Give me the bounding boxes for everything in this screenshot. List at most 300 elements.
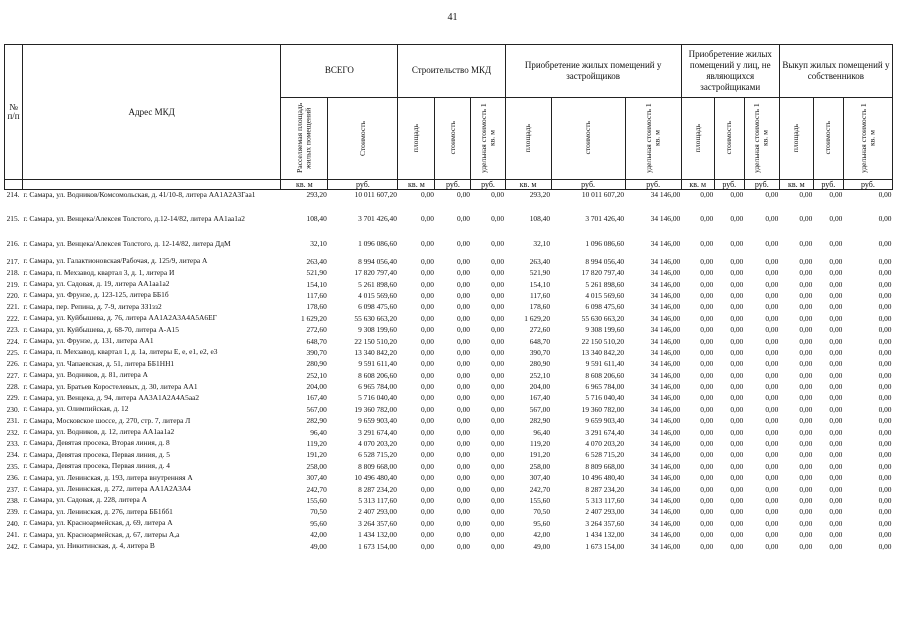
developers-cost-cell: 3 701 426,40 [585,214,625,224]
developers-area-cell: 242,70 [529,484,551,494]
table-row [5,290,893,301]
construction-cost-cell: 0,00 [457,484,470,494]
construction-unit-cell: 0,00 [491,336,505,346]
developers-area-cell: 49,00 [533,541,551,551]
developers-cost-cell: 8 287 234,20 [585,484,625,494]
nondev-cost-cell: 0,00 [730,214,744,224]
nondev-unit-cell: 0,00 [765,290,779,300]
construction-unit-cell: 0,00 [491,393,505,403]
nondev-area-cell: 0,00 [700,214,714,224]
construction-cost-cell: 0,00 [457,518,470,528]
row-number: 224. [6,336,20,346]
total-cost-cell: 10 011 607,20 [354,190,397,200]
buyout-cost-cell: 0,00 [829,530,843,540]
nondev-cost-cell: 0,00 [730,473,744,483]
construction-cost-cell: 0,00 [457,302,470,312]
construction-unit-cell: 0,00 [491,382,505,392]
buyout-unit-cell: 0,00 [878,256,892,266]
table-row [5,392,893,403]
nondev-area-cell: 0,00 [700,256,714,266]
nondev-cost-cell: 0,00 [730,239,744,249]
table-row [5,415,893,426]
developers-cost-cell: 6 098 475,60 [585,302,625,312]
construction-unit-cell: 0,00 [491,530,505,540]
buyout-unit-cell: 0,00 [878,530,892,540]
construction-unit-cell: 0,00 [491,450,505,460]
developers-unit-cell: 34 146,00 [650,450,681,460]
nondev-area-cell: 0,00 [700,279,714,289]
unit-label: руб. [813,180,843,190]
address-cell: г. Самара, ул. Садовая, д. 228, литера А [23,495,147,505]
buyout-area-cell: 0,00 [799,507,813,517]
construction-area-cell: 0,00 [421,495,434,505]
total-cost-cell: 17 820 797,40 [354,268,397,278]
developers-area-cell: 293,20 [529,190,551,200]
row-number: 219. [6,279,20,289]
table-row [5,529,893,540]
buyout-unit-cell: 0,00 [878,439,892,449]
address-cell: г. Самара, ул. Красноармейская, д. 69, литера А [23,518,173,528]
nondev-unit-cell: 0,00 [765,279,779,289]
developers-unit-cell: 34 146,00 [650,359,681,369]
buyout-cost-cell: 0,00 [829,336,843,346]
construction-unit-cell: 0,00 [491,439,505,449]
row-number: 237. [6,484,20,494]
table-header [5,45,893,190]
unit-label: руб. [551,180,625,190]
construction-area-cell: 0,00 [421,279,434,289]
developers-cost-cell: 4 070 203,20 [585,439,625,449]
developers-unit-cell: 34 146,00 [650,256,681,266]
table-row [5,370,893,381]
developers-area-cell: 521,90 [529,268,551,278]
address-cell: г. Самара, ул. Братьев Коростелевых, д. 30, литера АА1 [23,381,198,391]
developers-unit-cell: 34 146,00 [650,439,681,449]
developers-area-cell: 42,00 [533,530,551,540]
buyout-cost-cell: 0,00 [829,302,843,312]
developers-area-cell: 280,90 [529,359,551,369]
group-header-buyout: Выкуп жилых помещений у собственников [779,45,892,98]
total-cost-cell: 9 591 611,40 [358,359,397,369]
nondev-unit-cell: 0,00 [765,461,779,471]
construction-unit-cell: 0,00 [491,214,505,224]
row-number: 218. [6,268,20,278]
total-area-cell: 307,40 [306,473,327,483]
nondev-area-cell: 0,00 [700,495,714,505]
buyout-area-cell: 0,00 [799,302,813,312]
buyout-unit-cell: 0,00 [878,325,892,335]
total-area-cell: 191,20 [306,450,327,460]
total-cost-cell: 22 150 510,20 [354,336,397,346]
table-row [5,472,893,483]
nondev-area-cell: 0,00 [700,347,714,357]
buyout-area-cell: 0,00 [799,393,813,403]
buyout-unit-cell: 0,00 [878,370,892,380]
nondev-area-cell: 0,00 [700,484,714,494]
table-row [5,267,893,278]
row-number: 227. [6,370,20,380]
construction-cost-cell: 0,00 [457,416,470,426]
table-row [5,256,893,267]
total-area-cell: 155,60 [306,495,327,505]
construction-cost-cell: 0,00 [457,541,470,551]
nondev-cost-cell: 0,00 [730,495,744,505]
construction-cost-cell: 0,00 [457,382,470,392]
developers-unit-cell: 34 146,00 [650,530,681,540]
developers-cost-cell: 55 630 663,20 [581,313,625,323]
group-header-construction: Строительство МКД [398,45,505,98]
subheader-developers-area: площадь [505,98,551,180]
buyout-cost-cell: 0,00 [829,290,843,300]
nondev-unit-cell: 0,00 [765,541,779,551]
developers-area-cell: 191,20 [529,450,551,460]
developers-cost-cell: 3 264 357,60 [585,518,625,528]
address-cell: г. Самара, Московское шоссе, д. 270, стр. 7, литера Л [23,415,191,425]
developers-unit-cell: 34 146,00 [650,290,681,300]
nondev-unit-cell: 0,00 [765,313,779,323]
buyout-unit-cell: 0,00 [878,393,892,403]
developers-cost-cell: 19 360 782,00 [581,404,625,414]
construction-cost-cell: 0,00 [457,313,470,323]
construction-area-cell: 0,00 [421,290,434,300]
construction-cost-cell: 0,00 [457,347,470,357]
construction-cost-cell: 0,00 [457,530,470,540]
total-area-cell: 648,70 [306,336,327,346]
buyout-unit-cell: 0,00 [878,427,892,437]
developers-unit-cell: 34 146,00 [650,325,681,335]
buyout-unit-cell: 0,00 [878,416,892,426]
address-cell: г. Самара, ул. Фрунзе, д. 131, литера АА1 [23,335,154,345]
buyout-unit-cell: 0,00 [878,302,892,312]
nondev-unit-cell: 0,00 [765,347,779,357]
table-row [5,347,893,358]
address-cell: г. Самара, ул. Фрунзе, д. 123-125, литера ББ1б [23,290,169,300]
construction-area-cell: 0,00 [421,439,434,449]
total-cost-cell: 9 659 903,40 [358,416,397,426]
buyout-cost-cell: 0,00 [829,541,843,551]
buyout-cost-cell: 0,00 [829,427,843,437]
total-cost-cell: 2 407 293,00 [358,507,397,517]
construction-unit-cell: 0,00 [491,473,505,483]
buyout-area-cell: 0,00 [799,290,813,300]
total-area-cell: 242,70 [306,484,327,494]
nondev-unit-cell: 0,00 [765,507,779,517]
nondev-unit-cell: 0,00 [765,370,779,380]
buyout-area-cell: 0,00 [799,404,813,414]
table-row [5,336,893,347]
construction-unit-cell: 0,00 [491,427,505,437]
developers-unit-cell: 34 146,00 [650,190,681,200]
unit-label: руб. [625,180,681,190]
buyout-area-cell: 0,00 [799,473,813,483]
total-cost-cell: 6 098 475,60 [358,302,397,312]
table-row [5,541,893,552]
nondev-unit-cell: 0,00 [765,302,779,312]
nondev-unit-cell: 0,00 [765,190,779,200]
developers-area-cell: 648,70 [529,336,551,346]
developers-cost-cell: 22 150 510,20 [581,336,625,346]
developers-cost-cell: 9 591 611,40 [585,359,625,369]
unit-label: кв. м [281,180,328,190]
buyout-unit-cell: 0,00 [878,336,892,346]
nondev-area-cell: 0,00 [700,416,714,426]
buyout-cost-cell: 0,00 [829,239,843,249]
total-area-cell: 96,40 [310,427,327,437]
nondev-cost-cell: 0,00 [730,530,744,540]
buyout-area-cell: 0,00 [799,416,813,426]
buyout-cost-cell: 0,00 [829,473,843,483]
construction-cost-cell: 0,00 [457,461,470,471]
nondev-area-cell: 0,00 [700,393,714,403]
total-cost-cell: 5 313 117,60 [358,495,397,505]
row-number: 236. [6,473,20,483]
buyout-unit-cell: 0,00 [878,239,892,249]
nondev-area-cell: 0,00 [700,290,714,300]
total-area-cell: 108,40 [306,214,327,224]
nondev-cost-cell: 0,00 [730,427,744,437]
total-cost-cell: 55 630 663,20 [354,313,397,323]
nondev-unit-cell: 0,00 [765,214,779,224]
nondev-unit-cell: 0,00 [765,239,779,249]
nondev-unit-cell: 0,00 [765,382,779,392]
nondev-cost-cell: 0,00 [730,393,744,403]
construction-area-cell: 0,00 [421,473,434,483]
developers-cost-cell: 3 291 674,40 [585,427,625,437]
buyout-cost-cell: 0,00 [829,404,843,414]
buyout-cost-cell: 0,00 [829,393,843,403]
buyout-cost-cell: 0,00 [829,507,843,517]
nondev-unit-cell: 0,00 [765,450,779,460]
nondev-area-cell: 0,00 [700,268,714,278]
buyout-area-cell: 0,00 [799,382,813,392]
buyout-unit-cell: 0,00 [878,347,892,357]
nondev-area-cell: 0,00 [700,439,714,449]
table-row [5,461,893,472]
developers-cost-cell: 1 673 154,00 [585,541,625,551]
total-cost-cell: 1 096 086,60 [358,239,397,249]
buyout-area-cell: 0,00 [799,461,813,471]
buyout-area-cell: 0,00 [799,336,813,346]
total-cost-cell: 10 496 480,40 [354,473,397,483]
developers-unit-cell: 34 146,00 [650,347,681,357]
subheader-buyout-area: площадь [779,98,813,180]
developers-area-cell: 119,20 [530,439,551,449]
buyout-cost-cell: 0,00 [829,256,843,266]
unit-label: руб. [843,180,892,190]
buyout-unit-cell: 0,00 [878,279,892,289]
total-area-cell: 521,90 [306,268,327,278]
subheader-developers-unit: удельная стоимость 1 кв. м [625,98,681,180]
construction-area-cell: 0,00 [421,302,434,312]
developers-unit-cell: 34 146,00 [650,382,681,392]
buyout-unit-cell: 0,00 [878,313,892,323]
table-body [5,190,893,552]
table-row [5,324,893,335]
unit-label: кв. м [779,180,813,190]
buyout-unit-cell: 0,00 [878,190,892,200]
developers-area-cell: 307,40 [529,473,551,483]
developers-cost-cell: 10 496 480,40 [581,473,625,483]
buyout-cost-cell: 0,00 [829,518,843,528]
buyout-cost-cell: 0,00 [829,450,843,460]
developers-cost-cell: 6 965 784,00 [585,382,625,392]
total-area-cell: 272,60 [306,325,327,335]
buyout-unit-cell: 0,00 [878,507,892,517]
nondev-cost-cell: 0,00 [730,507,744,517]
developers-unit-cell: 34 146,00 [650,473,681,483]
nondev-area-cell: 0,00 [700,507,714,517]
nondev-area-cell: 0,00 [700,190,714,200]
total-area-cell: 70,50 [310,507,327,517]
buyout-area-cell: 0,00 [799,495,813,505]
buyout-area-cell: 0,00 [799,347,813,357]
subheader-developers-cost: стоимость [551,98,625,180]
nondev-area-cell: 0,00 [700,370,714,380]
construction-area-cell: 0,00 [421,359,434,369]
construction-cost-cell: 0,00 [457,450,470,460]
buyout-area-cell: 0,00 [799,541,813,551]
subheader-nondev-unit: удельная стоимость 1 кв. м [744,98,779,180]
nondev-cost-cell: 0,00 [730,302,744,312]
buyout-unit-cell: 0,00 [878,290,892,300]
address-cell: г. Самара, ул. Никитинская, д. 4, литера В [23,541,155,550]
construction-cost-cell: 0,00 [457,190,470,200]
construction-cost-cell: 0,00 [457,359,470,369]
total-area-cell: 42,00 [310,530,327,540]
construction-unit-cell: 0,00 [491,461,505,471]
table-row [5,190,893,215]
construction-cost-cell: 0,00 [457,239,470,249]
buyout-area-cell: 0,00 [799,256,813,266]
total-cost-cell: 8 994 056,40 [358,256,397,266]
nondev-area-cell: 0,00 [700,404,714,414]
developers-unit-cell: 34 146,00 [650,518,681,528]
nondev-unit-cell: 0,00 [765,439,779,449]
buyout-unit-cell: 0,00 [878,268,892,278]
construction-cost-cell: 0,00 [457,370,470,380]
developers-area-cell: 32,10 [533,239,551,249]
table-row [5,427,893,438]
construction-area-cell: 0,00 [421,518,434,528]
total-area-cell: 95,60 [310,518,327,528]
buyout-cost-cell: 0,00 [829,359,843,369]
nondev-unit-cell: 0,00 [765,530,779,540]
address-cell: г. Самара, п. Мехзавод, квартал 1, д. 1а, литеры Е, е, е1, е2, е3 [23,347,218,357]
developers-cost-cell: 8 809 668,00 [585,461,625,471]
construction-area-cell: 0,00 [421,427,434,437]
address-cell: г. Самара, ул. Водников, д. 12, литера АА1аа1а2 [23,427,175,437]
developers-unit-cell: 34 146,00 [650,239,681,249]
address-cell: г. Самара, ул. Куйбышева, д. 76, литера АА1А2А3А4А5А6ЕГ [23,313,217,323]
developers-unit-cell: 34 146,00 [650,484,681,494]
total-area-cell: 178,60 [306,302,327,312]
construction-unit-cell: 0,00 [491,370,505,380]
nondev-cost-cell: 0,00 [730,518,744,528]
subheader-construction-cost: стоимость [435,98,471,180]
nondev-cost-cell: 0,00 [730,279,744,289]
total-cost-cell: 8 608 206,60 [358,370,397,380]
developers-area-cell: 263,40 [529,256,551,266]
developers-unit-cell: 34 146,00 [650,268,681,278]
nondev-cost-cell: 0,00 [730,359,744,369]
developers-unit-cell: 34 146,00 [650,370,681,380]
nondev-area-cell: 0,00 [700,382,714,392]
buyout-cost-cell: 0,00 [829,495,843,505]
buyout-unit-cell: 0,00 [878,518,892,528]
row-number: 215. [6,214,20,224]
total-cost-cell: 19 360 782,00 [354,404,397,414]
unit-label: кв. м [681,180,714,190]
construction-cost-cell: 0,00 [457,439,470,449]
developers-cost-cell: 10 011 607,20 [581,190,625,200]
developers-cost-cell: 5 261 898,60 [585,279,625,289]
developers-cost-cell: 9 308 199,60 [585,325,625,335]
construction-area-cell: 0,00 [421,541,434,551]
buyout-area-cell: 0,00 [799,427,813,437]
address-cell: г. Самара, ул. Куйбышева, д. 68-70, литера А-А15 [23,324,179,334]
address-cell: г. Самара, Девятая просека, Первая линия, д. 5 [23,449,170,459]
address-cell: г. Самара, ул. Красноармейская, д. 67, литеры А,а [23,529,180,539]
group-header-total: ВСЕГО [281,45,398,98]
buyout-unit-cell: 0,00 [878,473,892,483]
total-area-cell: 567,00 [306,404,327,414]
address-cell: г. Самара, ул. Водников/Комсомольская, д. 41/10-8, литера АА1А2А3Гаа1 [23,190,256,200]
address-column-header: Адрес МКД [23,45,281,180]
table-row [5,484,893,495]
address-cell: г. Самара, Девятая просека, Первая линия, д. 4 [23,461,170,471]
total-area-cell: 280,90 [306,359,327,369]
buyout-area-cell: 0,00 [799,450,813,460]
construction-area-cell: 0,00 [421,530,434,540]
buyout-area-cell: 0,00 [799,439,813,449]
construction-cost-cell: 0,00 [457,214,470,224]
construction-unit-cell: 0,00 [491,347,505,357]
construction-area-cell: 0,00 [421,484,434,494]
developers-cost-cell: 8 994 056,40 [585,256,625,266]
nondev-unit-cell: 0,00 [765,336,779,346]
developers-unit-cell: 34 146,00 [650,427,681,437]
row-number: 238. [6,495,20,505]
developers-area-cell: 117,60 [530,290,551,300]
buyout-cost-cell: 0,00 [829,268,843,278]
construction-unit-cell: 0,00 [491,495,505,505]
developers-area-cell: 204,00 [529,382,551,392]
construction-unit-cell: 0,00 [491,302,505,312]
total-cost-cell: 6 528 715,20 [358,450,397,460]
subheader-construction-area: площадь [398,98,435,180]
buyout-cost-cell: 0,00 [829,214,843,224]
nondev-area-cell: 0,00 [700,302,714,312]
nondev-unit-cell: 0,00 [765,484,779,494]
table-row [5,381,893,392]
units-spacer [23,180,281,190]
construction-unit-cell: 0,00 [491,359,505,369]
row-number: 234. [6,450,20,460]
total-cost-cell: 5 716 040,40 [358,393,397,403]
construction-area-cell: 0,00 [421,393,434,403]
construction-area-cell: 0,00 [421,239,434,249]
nondev-cost-cell: 0,00 [730,347,744,357]
row-number: 216. [6,239,20,249]
buyout-area-cell: 0,00 [799,359,813,369]
construction-unit-cell: 0,00 [491,325,505,335]
developers-cost-cell: 8 608 206,60 [585,370,625,380]
total-area-cell: 154,10 [306,279,327,289]
nondev-area-cell: 0,00 [700,336,714,346]
construction-cost-cell: 0,00 [457,290,470,300]
construction-area-cell: 0,00 [421,404,434,414]
nondev-unit-cell: 0,00 [765,416,779,426]
